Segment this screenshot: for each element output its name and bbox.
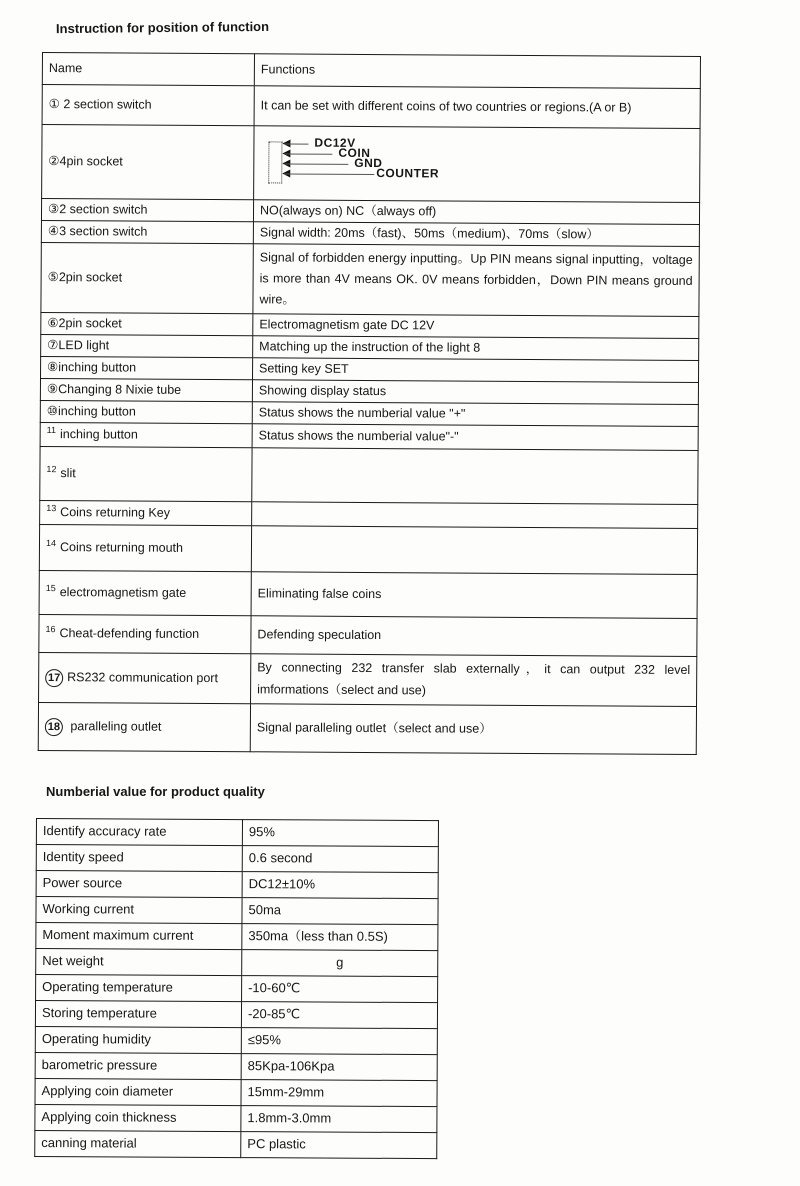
item-function: Setting key SET: [253, 358, 699, 383]
spec-value: 50ma: [242, 898, 438, 925]
table-row: [35, 1026, 437, 1054]
pin-label-gnd: GND: [354, 155, 383, 170]
item-number: 16: [45, 623, 56, 634]
pin-label-coin: COIN: [338, 145, 371, 160]
header-name: Name: [42, 53, 254, 86]
table-row: [36, 871, 438, 899]
item-number: ⑨: [46, 381, 59, 396]
table-row: [36, 975, 438, 1003]
spec-value: 1.8mm-3.0mm: [241, 1106, 437, 1133]
table-row: [35, 1052, 437, 1080]
spec-label: Identify accuracy rate: [36, 819, 242, 846]
pin-line: [284, 163, 348, 164]
item-name: electromagnetism gate: [59, 584, 187, 600]
item-number: ⑦: [47, 337, 59, 352]
item-number: ⑤: [47, 269, 59, 284]
item-name: 3 section switch: [59, 223, 148, 239]
spec-value: -20-85℃: [241, 1002, 437, 1029]
header-functions: Functions: [254, 54, 700, 89]
quality-table: [34, 818, 439, 1159]
spec-label: Storing temperature: [35, 1001, 241, 1028]
item-name: paralleling outlet: [70, 718, 162, 734]
item-name: slit: [60, 465, 76, 480]
table-row: [36, 923, 438, 951]
spec-label: Applying coin thickness: [35, 1104, 241, 1131]
table-header-row: [42, 53, 700, 89]
table-row: [39, 614, 697, 656]
function-section-title: Instruction for position of function: [55, 18, 270, 37]
spec-label: barometric pressure: [35, 1052, 241, 1079]
table-row: [36, 845, 438, 873]
item-number: ④: [47, 223, 60, 238]
item-number: ⑥: [47, 315, 59, 330]
item-function: By connecting 232 transfer slab externally，it can output 232 level imformations（select and use): [251, 654, 697, 707]
item-function: [251, 526, 697, 575]
item-name: RS232 communication port: [67, 669, 219, 685]
item-function: Signal of forbidden energy inputting。Up PIN means signal inputting，voltage is more than 4V means OK. 0V means forbidden，Down PIN means ground wire。: [253, 244, 699, 317]
table-row: [35, 1001, 437, 1029]
spec-value: 350ma（less than 0.5S): [242, 924, 438, 951]
item-function: Defending speculation: [251, 616, 697, 657]
spec-value: 15mm-29mm: [241, 1080, 437, 1107]
spec-label: Identity speed: [36, 845, 242, 872]
item-name: inching button: [57, 403, 136, 419]
item-function: Signal paralleling outlet（select and use）: [250, 704, 696, 755]
pin-line: [284, 143, 308, 144]
item-function: [252, 448, 698, 505]
item-number: ⑧: [47, 359, 59, 374]
item-number: 18: [45, 718, 63, 736]
spec-value: g: [242, 950, 438, 977]
spec-label: canning material: [35, 1130, 241, 1157]
item-function: Status shows the numberial value"-": [252, 424, 698, 451]
item-function: [252, 502, 698, 529]
item-function: Matching up the instruction of the light 8: [253, 336, 699, 361]
item-name: 2 section switch: [59, 201, 148, 217]
item-function: Eliminating false coins: [251, 572, 697, 619]
spec-value: -10-60℃: [242, 976, 438, 1003]
table-row: [39, 524, 697, 574]
item-number: ②: [48, 153, 60, 168]
table-row: [36, 949, 438, 977]
item-number: 12: [46, 463, 57, 474]
item-number: 17: [45, 669, 63, 687]
item-name: 2pin socket: [58, 315, 122, 331]
item-function: Electromagnetism gate DC 12V: [253, 314, 699, 339]
table-row: [40, 446, 698, 504]
table-row: [36, 819, 438, 847]
item-name: inching button: [58, 359, 137, 375]
item-name: Cheat-defending function: [59, 625, 200, 641]
table-row: [42, 85, 700, 129]
table-row: [42, 125, 700, 203]
quality-section-title: Numberial value for product quality: [46, 784, 265, 799]
item-number: ⑩: [46, 403, 59, 418]
spec-label: Working current: [36, 897, 242, 924]
item-name: 2pin socket: [58, 269, 123, 285]
spec-label: Operating humidity: [35, 1026, 241, 1053]
item-function: It can be set with different coins of two countries or regions.(A or B): [254, 86, 700, 129]
item-name: Coins returning Key: [60, 504, 171, 520]
spec-label: Power source: [36, 871, 242, 898]
item-function: Signal width: 20ms（fast)、50ms（medium)、70ms（slow）: [253, 222, 699, 247]
table-row: [38, 702, 696, 754]
item-number: 15: [45, 582, 56, 593]
table-row: [36, 897, 438, 925]
table-row: [35, 1078, 437, 1106]
table-row: [39, 652, 697, 706]
pin-label-counter: COUNTER: [376, 165, 440, 180]
table-row: [35, 1130, 437, 1158]
spec-value: 95%: [242, 820, 438, 847]
spec-label: Operating temperature: [36, 975, 242, 1002]
spec-value: ≤95%: [241, 1028, 437, 1055]
item-number: 11: [46, 424, 57, 435]
item-number: 14: [45, 537, 57, 548]
spec-label: Moment maximum current: [36, 923, 242, 950]
item-name: Changing 8 Nixie tube: [58, 381, 182, 397]
item-number: ①: [48, 96, 60, 111]
pin-label-dc12v: DC12V: [314, 135, 356, 150]
pin-line: [284, 153, 332, 154]
pin-socket-diagram: [260, 137, 693, 192]
item-name: Coins returning mouth: [59, 539, 184, 555]
item-name: 4pin socket: [59, 153, 123, 169]
table-row: [39, 570, 697, 618]
spec-label: Net weight: [36, 949, 242, 976]
socket-outline: [268, 141, 282, 183]
spec-label: Applying coin diameter: [35, 1078, 241, 1105]
spec-value: PC plastic: [241, 1132, 437, 1159]
spec-value: 85Kpa-106Kpa: [241, 1054, 437, 1081]
table-row: [41, 242, 699, 316]
item-name: 2 section switch: [63, 96, 152, 112]
spec-value: 0.6 second: [242, 846, 438, 873]
item-name: inching button: [59, 426, 138, 442]
function-table: [38, 52, 701, 755]
spec-value: DC12±10%: [242, 872, 438, 899]
item-function: Showing display status: [252, 380, 698, 405]
pin-line: [284, 173, 374, 175]
item-function: Status shows the numberial value "+": [252, 402, 698, 427]
item-number: 13: [46, 502, 57, 513]
item-number: ③: [47, 201, 60, 216]
table-row: [35, 1104, 437, 1132]
item-function: NO(always on) NC（always off): [253, 200, 699, 225]
item-name: LED light: [58, 337, 110, 353]
